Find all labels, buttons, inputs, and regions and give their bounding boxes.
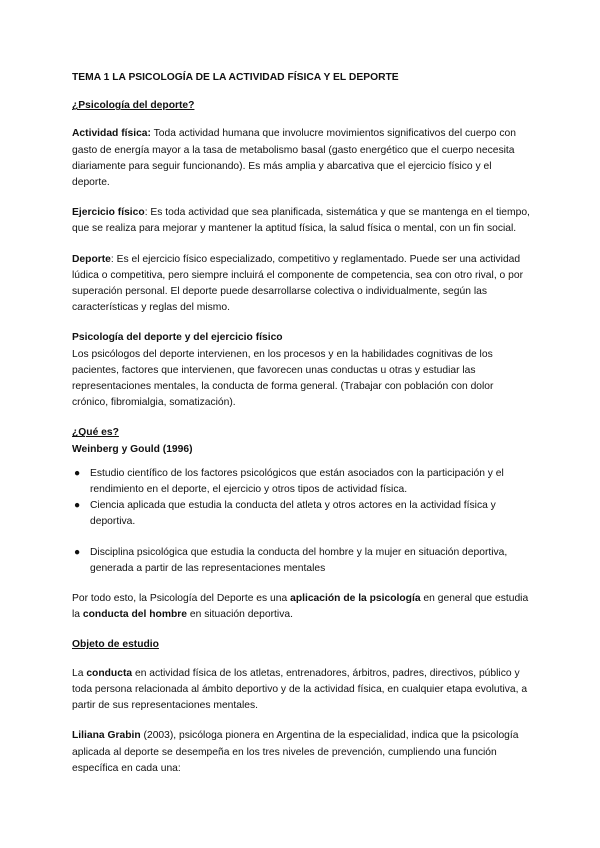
heading-que-es: ¿Qué es? xyxy=(72,427,119,439)
paragraph-deporte xyxy=(72,252,530,317)
list-item: ● Disciplina psicológica que estudia la conducta del hombre y la mujer en situación deportiva, generada a partir de las representaciones mentales xyxy=(74,546,508,574)
section-heading-psicologia-deporte: ¿Psicología del deporte? xyxy=(72,100,195,112)
term-ejercicio-fisico: Ejercicio físico xyxy=(72,207,145,219)
heading-psicologia-ejercicio: Psicología del deporte y del ejercicio físico xyxy=(72,332,283,344)
paragraph-ejercicio-fisico xyxy=(72,205,530,237)
paragraph-actividad-fisica xyxy=(72,126,530,191)
paragraph-conclusion: Por todo esto, la Psicología del Deporte es una aplicación de la psicología en general que estudia la conducta del hombre en situación deportiva. xyxy=(72,593,529,621)
term-actividad-fisica: Actividad física: xyxy=(72,128,151,140)
bullet-icon: ● xyxy=(74,467,81,479)
author-weinberg-gould: Weinberg y Gould (1996) xyxy=(72,443,193,455)
list-item: ● Estudio científico de los factores psicológicos que están asociados con la participación y el rendimiento en el deporte, el ejercicio y otros tipos de actividad física. xyxy=(74,467,504,496)
document-title: TEMA 1 LA PSICOLOGÍA DE LA ACTIVIDAD FÍSICA Y EL DEPORTE xyxy=(72,72,399,83)
definition-ejercicio-fisico: : Es toda actividad que sea planificada, sistemática y que se mantenga en el tiempo, que se realiza para mejorar y mantener la aptitud física, la salud física o mental, con un fin social. xyxy=(72,207,530,235)
paragraph-objeto-estudio: La conducta en actividad física de los atletas, entrenadores, árbitros, padres, directivos, público y toda persona relacionada al ámbito deportivo y de la actividad física, en cualquier etapa evolutiva, a partir de sus representaciones mentales. xyxy=(72,667,528,712)
name-liliana-grabin: Liliana Grabin xyxy=(72,730,141,742)
bullet-icon: ● xyxy=(74,546,81,558)
definition-list xyxy=(72,466,530,577)
paragraph-grabin: Liliana Grabin (2003), psicóloga pionera en Argentina de la especialidad, indica que la psicología aplicada al deporte se desempeña en los tres niveles de prevención, cumpliendo una función específica en cada una: xyxy=(72,730,519,774)
heading-objeto-estudio: Objeto de estudio xyxy=(72,639,159,651)
document-page xyxy=(72,70,530,791)
paragraph-psicologia-ejercicio: Los psicólogos del deporte intervienen, en los procesos y en la habilidades cognitivas de los pacientes, factores que intervienen, que favorecen unas conductas u otras y estudiar las representaciones mentales, la conducta de forma general. (Trabajar con población con dolor crónico, fibromialgia, somatización). xyxy=(72,348,494,409)
list-item: ● Ciencia aplicada que estudia la conducta del atleta y otros actores en la actividad física y deportiva. xyxy=(74,500,496,528)
definition-actividad-fisica: Toda actividad humana que involucre movimientos significativos del cuerpo con gasto de energía mayor a la tasa de metabolismo basal (gasto energético que el cuerpo necesita diariamente para seguir funcionando). Es más amplia y abarcativa que el ejercicio físico y el deporte. xyxy=(72,128,516,189)
bullet-icon: ● xyxy=(74,500,81,512)
definition-deporte: : Es el ejercicio físico especializado, competitivo y reglamentado. Puede ser una actividad lúdica o competitiva, pero siempre incluirá el componente de competencia, sea con otro rival, o por superación personal. El deporte puede desarrollarse colectiva o individualmente, según las características y reglas del mismo. xyxy=(72,253,524,314)
term-deporte: Deporte xyxy=(72,253,111,265)
